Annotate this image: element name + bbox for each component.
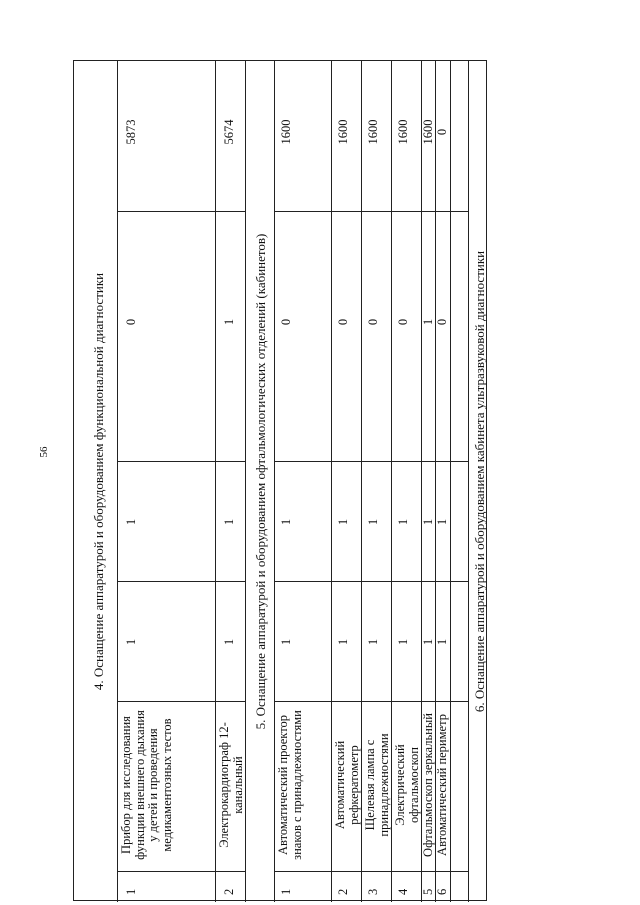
equipment-name: Автоматический проектор знаков с принадлежностями: [276, 710, 304, 860]
row-number: 2: [336, 888, 350, 895]
equipment-table: [74, 61, 488, 902]
equipment-name: Электрический офтальмоскоп: [393, 744, 421, 826]
section-5-row-3: [361, 61, 391, 902]
value-col-4: 1600: [366, 119, 380, 145]
section-5-row-4: [391, 61, 421, 902]
value-col-4: 1600: [421, 119, 435, 145]
row-number: 4: [396, 888, 410, 895]
value-col-2: 1: [366, 518, 380, 526]
row-number: 5: [421, 888, 435, 895]
value-col-2: 1: [336, 518, 350, 526]
section-6-title-band: [468, 61, 488, 902]
value-col-1: 1: [396, 638, 410, 646]
section-5-blank-row: [450, 61, 468, 902]
value-col-4: 1600: [279, 119, 293, 145]
equipment-name: Автоматический периметр: [435, 714, 449, 856]
col-divider: [117, 871, 245, 872]
value-col-2: 1: [124, 518, 138, 526]
value-col-4: 1600: [336, 119, 350, 145]
row-number: 2: [222, 888, 236, 895]
value-col-1: 1: [421, 638, 435, 646]
col-divider: [274, 871, 468, 872]
col-divider: [274, 701, 468, 702]
col-divider: [274, 581, 468, 582]
value-col-3: 0: [366, 318, 380, 326]
section-title-6: 6. Оснащение аппаратурой и оборудованием кабинета ультразвуковой диагностики: [472, 250, 487, 713]
row-number: 1: [124, 888, 138, 895]
value-col-3: 0: [336, 318, 350, 326]
section-4-row-2: [215, 61, 245, 902]
value-col-4: 5674: [222, 119, 236, 145]
value-col-3: 1: [222, 318, 236, 326]
col-divider: [117, 701, 245, 702]
section-title-5: 5. Оснащение аппаратурой и оборудованием офтальмологических отделений (кабинетов): [253, 233, 268, 730]
rotated-table-frame: [73, 60, 487, 901]
equipment-name: Офтальмоскоп зеркальный: [421, 713, 435, 857]
value-col-2: 1: [396, 518, 410, 526]
value-col-2: 1: [435, 518, 449, 526]
equipment-name: Электрокардиограф 12-канальный: [217, 722, 245, 848]
value-col-4: 5873: [124, 119, 138, 145]
value-col-1: 1: [124, 638, 138, 646]
value-col-3: 1: [421, 318, 435, 326]
page-number: 56: [38, 446, 50, 458]
row-number: 1: [279, 888, 293, 895]
section-4-row-1: [117, 61, 215, 902]
value-col-3: 0: [396, 318, 410, 326]
col-divider: [117, 581, 245, 582]
value-col-1: 1: [336, 638, 350, 646]
value-col-3: 0: [435, 318, 449, 326]
col-divider: [117, 211, 245, 212]
value-col-4: 1600: [396, 119, 410, 145]
value-col-1: 1: [279, 638, 293, 646]
col-divider: [274, 461, 468, 462]
section-5-row-1: [274, 61, 331, 902]
value-col-3: 0: [279, 318, 293, 326]
col-divider: [274, 211, 468, 212]
section-5-row-2: [331, 61, 361, 902]
equipment-name: Прибор для исследования функции внешнего дыхания у детей и проведения медикаментозных тестов: [119, 710, 174, 860]
value-col-2: 1: [279, 518, 293, 526]
equipment-name: Автоматический рефкератометр: [333, 740, 361, 830]
value-col-4: 0: [435, 128, 449, 136]
section-5-title-band: [245, 61, 274, 902]
col-divider: [117, 461, 245, 462]
value-col-2: 1: [222, 518, 236, 526]
equipment-name: Щелевая лампа с принадлежностями: [363, 733, 391, 837]
section-5-row-5: [421, 61, 435, 902]
row-number: 3: [366, 888, 380, 895]
section-5-row-6: [435, 61, 450, 902]
value-col-1: 1: [435, 638, 449, 646]
value-col-2: 1: [421, 518, 435, 526]
section-title-4: 4. Оснащение аппаратурой и оборудованием функциональной диагностики: [91, 272, 106, 691]
value-col-1: 1: [366, 638, 380, 646]
row-number: 6: [435, 888, 449, 895]
value-col-3: 0: [124, 318, 138, 326]
value-col-1: 1: [222, 638, 236, 646]
